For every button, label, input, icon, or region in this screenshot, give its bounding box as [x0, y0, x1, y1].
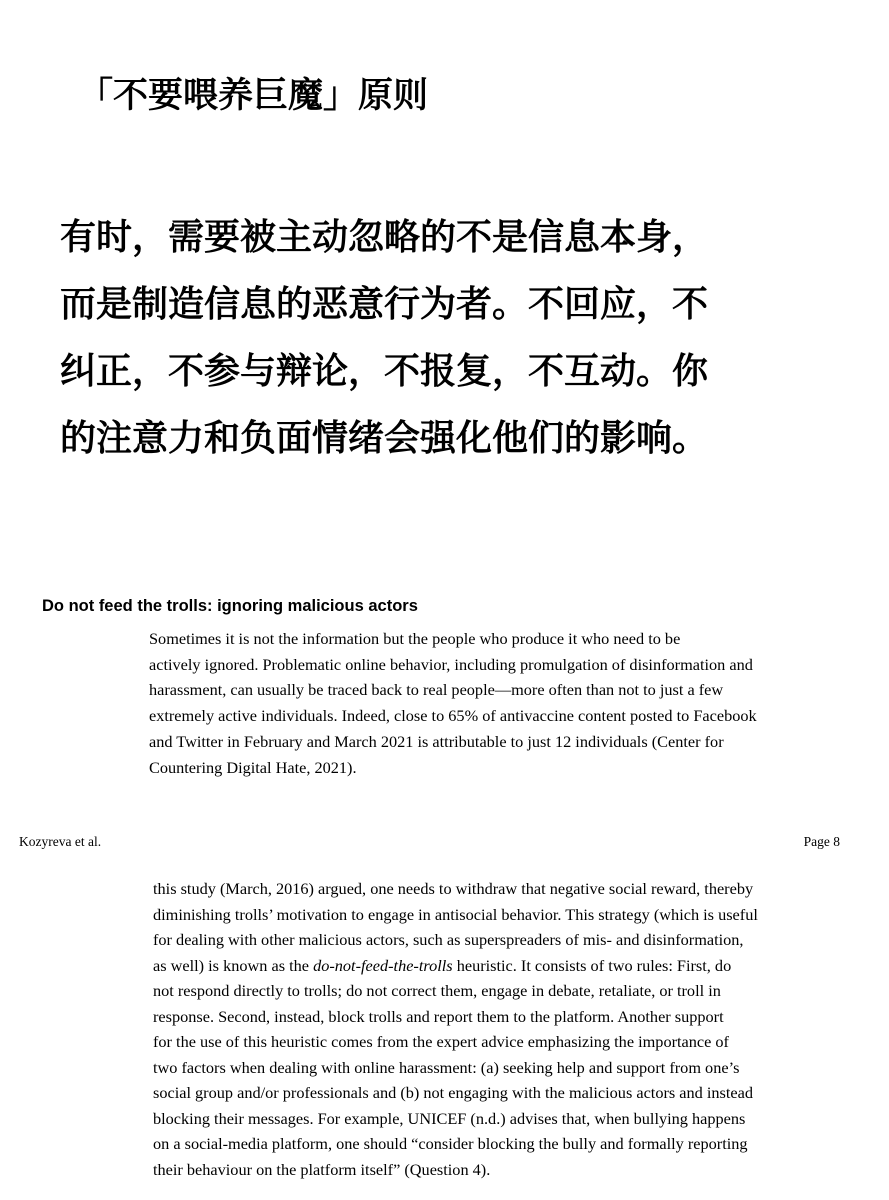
- paragraph-line: Countering Digital Hate, 2021).: [149, 757, 357, 777]
- paragraph-line: extremely active individuals. Indeed, close to 65% of antivaccine content posted to Facebook: [149, 706, 757, 726]
- paragraph-line: two factors when dealing with online harassment: (a) seeking help and support from one’s: [153, 1057, 740, 1077]
- paragraph-line: harassment, can usually be traced back to real people—more often than not to just a few: [149, 680, 724, 700]
- paragraph-line: on a social-media platform, one should “consider blocking the bully and formally reporting: [153, 1134, 748, 1153]
- section-paragraph: [149, 626, 839, 780]
- chinese-summary-line: 有时，需要被主动忽略的不是信息本身，: [60, 217, 709, 258]
- chinese-summary-line: 纠正，不参与辩论，不报复，不互动。你: [60, 351, 709, 392]
- paragraph-line: their behaviour on the platform itself” (Question 4).: [153, 1159, 491, 1179]
- paragraph-line: and Twitter in February and March 2021 is attributable to just 12 individuals (Center for: [149, 731, 724, 751]
- chinese-summary-line: 的注意力和负面情绪会强化他们的影响。: [60, 418, 709, 459]
- running-header-page-number: Page 8: [803, 834, 840, 849]
- running-header-author: Kozyreva et al.: [19, 834, 102, 849]
- chinese-title: 「不要喂养巨魔」原则: [78, 76, 429, 116]
- paragraph-line: social group and/or professionals and (b) not engaging with the malicious actors and instead: [153, 1083, 753, 1102]
- paragraph-line: diminishing trolls’ motivation to engage in antisocial behavior. This strategy (which is useful: [153, 904, 758, 924]
- chinese-summary: [60, 204, 820, 472]
- paragraph-line: [153, 953, 853, 979]
- paragraph-line: Sometimes it is not the information but the people who produce it who need to be: [149, 629, 681, 648]
- paragraph-line: this study (March, 2016) argued, one needs to withdraw that negative social reward, thereby: [153, 879, 754, 898]
- section-heading: Do not feed the trolls: ignoring malicious actors: [42, 597, 418, 615]
- paragraph-line: response. Second, instead, block trolls and report them to the platform. Another support: [153, 1006, 724, 1026]
- paragraph-line: for dealing with other malicious actors, such as superspreaders of mis- and disinformation,: [153, 930, 744, 949]
- paragraph-line: not respond directly to trolls; do not correct them, engage in debate, retaliate, or troll in: [153, 981, 721, 1000]
- paragraph-line: for the use of this heuristic comes from the expert advice emphasizing the importance of: [153, 1032, 729, 1051]
- line-text: heuristic. It consists of two rules: First, do: [452, 955, 732, 975]
- paragraph-line: actively ignored. Problematic online behavior, including promulgation of disinformation and: [149, 654, 753, 674]
- continuation-paragraph: [153, 876, 853, 1182]
- paragraph-line: blocking their messages. For example, UNICEF (n.d.) advises that, when bullying happens: [153, 1108, 746, 1128]
- heuristic-name-italic: do-not-feed-the-trolls: [313, 955, 453, 975]
- line-text: as well) is known as the: [153, 955, 314, 975]
- chinese-summary-line: 而是制造信息的恶意行为者。不回应，不: [60, 284, 709, 325]
